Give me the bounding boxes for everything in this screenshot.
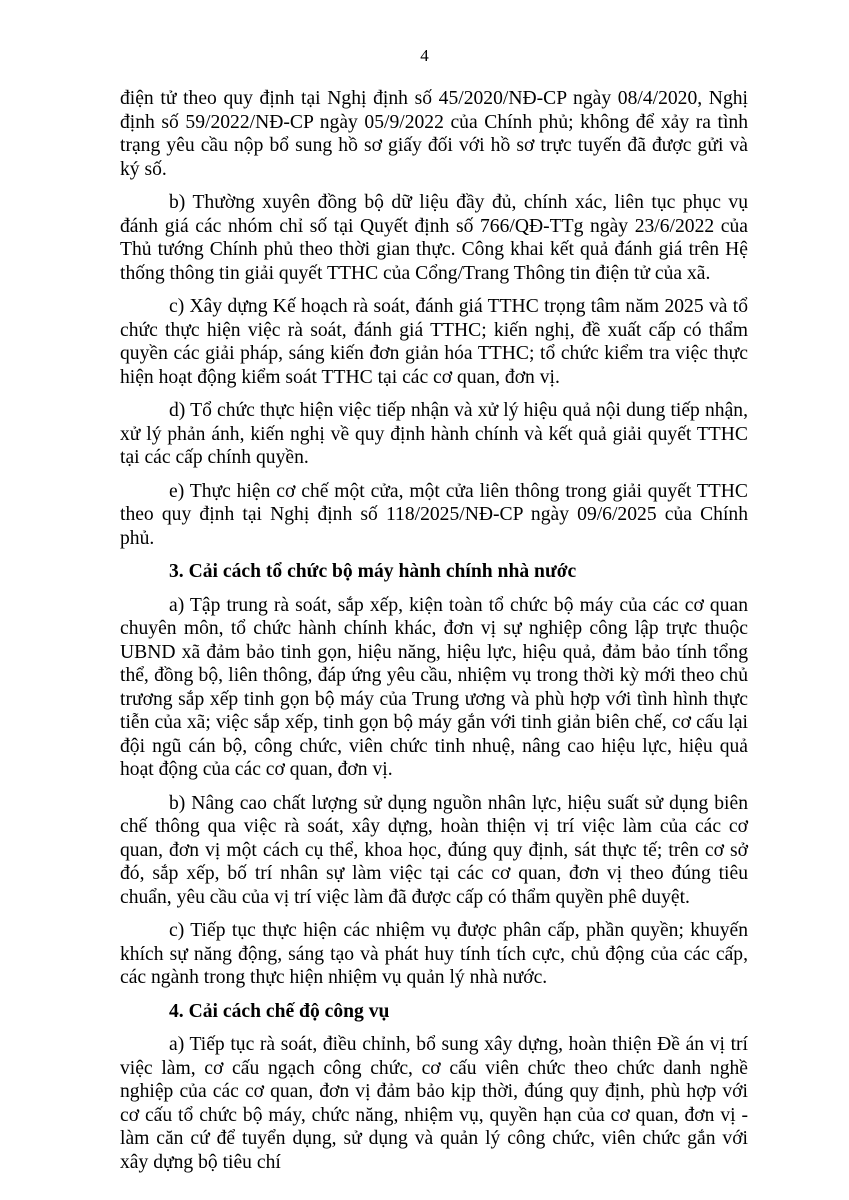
paragraph-3a: a) Tập trung rà soát, sắp xếp, kiện toàn tổ chức bộ máy của các cơ quan chuyên môn, tổ chức hành chính khác, đơn vị sự nghiệp công lập trực thuộc UBND xã đảm bảo tinh gọn, hiệu năng, hiệu lực, hiệu quả, đảm bảo tính tổng thể, đồng bộ, liên thông, đáp ứng yêu cầu, nhiệm vụ trong thời kỳ mới theo chủ trương sắp xếp tinh gọn bộ máy của Trung ương và phù hợp với tình hình thực tiễn của xã; việc sắp xếp, tinh gọn bộ máy gắn với tinh giản biên chế, cơ cấu lại đội ngũ cán bộ, công chức, viên chức tinh nhuệ, nâng cao hiệu lực, hiệu quả hoạt động của các cơ quan, đơn vị.: [120, 594, 748, 780]
paragraph-d-feedback: d) Tổ chức thực hiện việc tiếp nhận và xử lý hiệu quả nội dung tiếp nhận, xử lý phản ánh, kiến nghị về quy định hành chính và kết quả giải quyết TTHC tại các cấp chính quyền.: [120, 400, 748, 468]
paragraph-e-one-stop: e) Thực hiện cơ chế một cửa, một cửa liên thông trong giải quyết TTHC theo quy định tại Nghị định số 118/2025/NĐ-CP ngày 09/6/2025 của Chính phủ.: [120, 480, 748, 549]
section-heading-3: 3. Cải cách tổ chức bộ máy hành chính nhà nước: [169, 561, 577, 582]
paragraph-continuation: điện tử theo quy định tại Nghị định số 45/2020/NĐ-CP ngày 08/4/2020, Nghị định số 59/2022/NĐ-CP ngày 05/9/2022 của Chính phủ; không để xảy ra tình trạng yêu cầu nộp bổ sung hồ sơ giấy đối với hồ sơ trực tuyến đã được gửi và ký số.: [120, 88, 748, 180]
section-heading-4: 4. Cải cách chế độ công vụ: [169, 1000, 390, 1022]
document-body: [120, 87, 748, 1184]
paragraph-c-review-plan: c) Xây dựng Kế hoạch rà soát, đánh giá TTHC trọng tâm năm 2025 và tổ chức thực hiện việc rà soát, đánh giá TTHC; kiến nghị, đề xuất cấp có thẩm quyền các giải pháp, sáng kiến đơn giản hóa TTHC; tổ chức kiểm tra việc thực hiện hoạt động kiểm soát TTHC tại các cơ quan, đơn vị.: [120, 296, 748, 388]
page-number: 4: [420, 46, 429, 65]
paragraph-b-data-sync: b) Thường xuyên đồng bộ dữ liệu đầy đủ, chính xác, liên tục phục vụ đánh giá các nhóm chỉ số tại Quyết định số 766/QĐ-TTg ngày 23/6/2022 của Thủ tướng Chính phủ theo thời gian thực. Công khai kết quả đánh giá trên Hệ thống thông tin giải quyết TTHC của Cổng/Trang Thông tin điện tử của xã.: [120, 192, 748, 284]
paragraph-3b: b) Nâng cao chất lượng sử dụng nguồn nhân lực, hiệu suất sử dụng biên chế thông qua việc rà soát, xây dựng, hoàn thiện vị trí việc làm của các cơ quan, đơn vị một cách cụ thể, khoa học, đúng quy định, sát thực tế; trên cơ sở đó, sắp xếp, bố trí nhân sự làm việc tại các cơ quan, đơn vị theo đúng tiêu chuẩn, yêu cầu của vị trí việc làm đã được cấp có thẩm quyền phê duyệt.: [120, 792, 748, 908]
paragraph-3c: c) Tiếp tục thực hiện các nhiệm vụ được phân cấp, phần quyền; khuyến khích sự năng động, sáng tạo và phát huy tính tích cực, chủ động của các cấp, các ngành trong thực hiện nhiệm vụ quản lý nhà nước.: [120, 920, 748, 988]
paragraph-4a: a) Tiếp tục rà soát, điều chỉnh, bổ sung xây dựng, hoàn thiện Đề án vị trí việc làm, cơ cấu ngạch công chức, cơ cấu viên chức theo chức danh nghề nghiệp của các cơ quan, đơn vị đảm bảo kịp thời, đúng quy định, phù hợp với cơ cấu tổ chức bộ máy, chức năng, nhiệm vụ, quyền hạn của cơ quan, đơn vị - làm căn cứ để tuyển dụng, sử dụng và quản lý công chức, viên chức gắn với xây dựng bộ tiêu chí: [120, 1034, 748, 1173]
